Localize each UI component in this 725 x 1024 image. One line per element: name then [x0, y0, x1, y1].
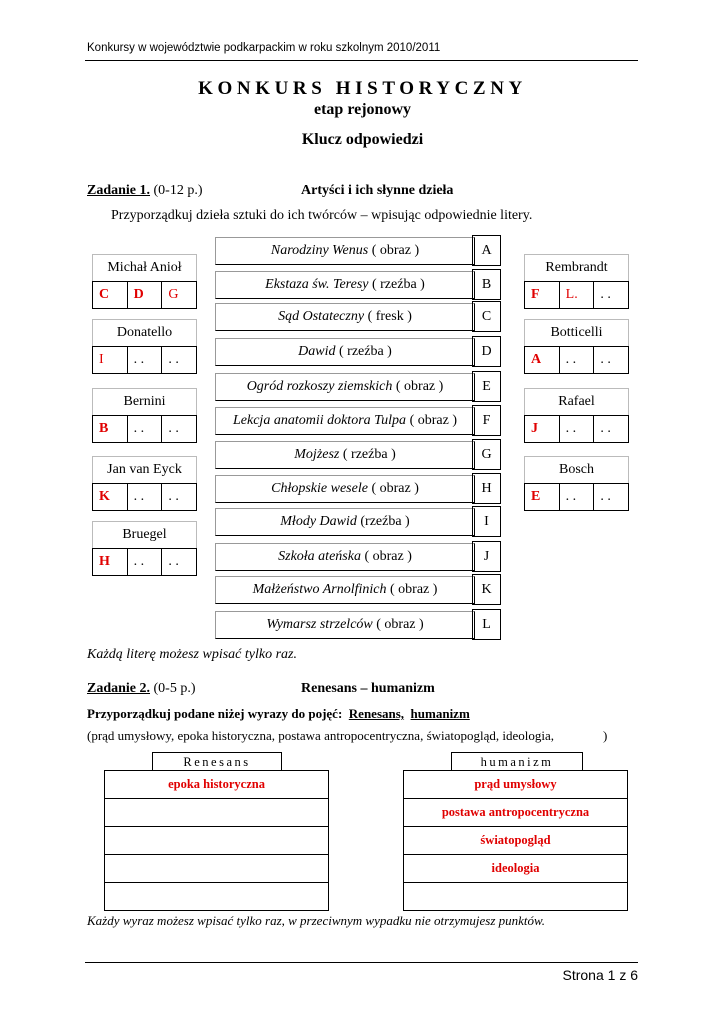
artist-box-bruegel [92, 521, 197, 576]
answer-cell[interactable]: C [93, 282, 128, 308]
artist-name: Michał Anioł [92, 254, 197, 281]
answer-cell[interactable]: E [525, 484, 560, 510]
term-humanizm: humanizm [410, 706, 470, 721]
answer-cell[interactable]: H [93, 549, 128, 575]
task1-instruction: Przyporządkuj dzieła sztuki do ich twórców – wpisując odpowiednie litery. [111, 208, 533, 223]
artwork-letter: L [472, 609, 501, 640]
task2-label: Zadanie 2. [87, 681, 151, 696]
answer-key-heading: Klucz odpowiedzi [301, 131, 424, 148]
answer-cell[interactable]: . . [128, 549, 163, 575]
artwork-letter: C [472, 301, 501, 332]
artist-name: Bruegel [92, 521, 197, 548]
task1-points: (0-12 p.) [153, 183, 203, 198]
answer-cell[interactable]: . . [128, 347, 163, 373]
artwork-row [215, 373, 500, 401]
task2-points: (0-5 p.) [153, 681, 196, 696]
task1-label: Zadanie 1. [87, 183, 151, 198]
renesans-row[interactable] [105, 827, 328, 855]
artwork-title: Lekcja anatomii doktora Tulpa ( obraz ) [215, 407, 475, 435]
artwork-letter: J [472, 541, 501, 572]
answer-cell[interactable]: . . [128, 416, 163, 442]
renesans-row[interactable] [105, 855, 328, 883]
answer-cell[interactable]: K [93, 484, 128, 510]
artwork-row [215, 407, 500, 435]
renesans-row[interactable] [105, 799, 328, 827]
artwork-letter: E [472, 371, 501, 402]
artwork-title: Sąd Ostateczny ( fresk ) [215, 303, 475, 331]
answer-cell[interactable]: . . [168, 489, 179, 504]
artwork-letter: G [472, 439, 501, 470]
answer-cell[interactable]: . . [600, 421, 611, 436]
answer-cell[interactable]: . . [560, 347, 595, 373]
artwork-title: Ekstaza św. Teresy ( rzeźba ) [215, 271, 475, 299]
artwork-letter: K [472, 574, 501, 605]
artist-name: Jan van Eyck [92, 456, 197, 483]
document-title: KONKURS HISTORYCZNY [198, 78, 527, 99]
answer-cell[interactable]: I [93, 347, 128, 373]
artist-box-rafael [524, 388, 629, 443]
answer-cell[interactable]: L. [560, 282, 595, 308]
artwork-row [215, 611, 500, 639]
task2-word-list [87, 728, 554, 744]
humanizm-row[interactable]: światopogląd [404, 827, 627, 855]
artwork-letter: I [472, 506, 501, 537]
humanizm-row[interactable]: prąd umysłowy [404, 771, 627, 799]
artwork-letter: F [472, 405, 501, 436]
artwork-row [215, 543, 500, 571]
task2-topic: Renesans – humanizm [301, 681, 435, 696]
word-list-text: (prąd umysłowy, epoka historyczna, postawa antropocentryczna, światopogląd, ideologia, [87, 728, 555, 743]
artwork-row [215, 338, 500, 366]
task2-instruction-line [87, 706, 470, 722]
task2-label-line [87, 681, 196, 697]
artwork-title: Wymarsz strzelców ( obraz ) [215, 611, 475, 639]
footer-divider [85, 962, 638, 963]
artist-name: Botticelli [524, 319, 629, 346]
artwork-row [215, 508, 500, 536]
task1-topic: Artyści i ich słynne dzieła [301, 183, 454, 198]
answer-cell[interactable]: . . [560, 484, 595, 510]
artwork-row [215, 271, 500, 299]
artwork-row [215, 576, 500, 604]
task2-note: Każdy wyraz możesz wpisać tylko raz, w przeciwnym wypadku nie otrzymujesz punktów. [87, 913, 545, 928]
artwork-letter: B [472, 269, 501, 300]
artist-box-bosch [524, 456, 629, 511]
artwork-title: Narodziny Wenus ( obraz ) [215, 237, 475, 265]
artwork-letter: H [472, 473, 501, 504]
task1-label-line [87, 183, 203, 199]
artwork-title: Chłopskie wesele ( obraz ) [215, 475, 475, 503]
answer-cell[interactable]: . . [600, 489, 611, 504]
artwork-row [215, 475, 500, 503]
answer-cell[interactable]: . . [600, 352, 611, 367]
artist-name: Bosch [524, 456, 629, 483]
artist-name: Rembrandt [524, 254, 629, 281]
word-list-close: ) [603, 728, 608, 743]
artwork-row [215, 441, 500, 469]
answer-cell[interactable]: . . [600, 287, 611, 302]
humanizm-table [403, 770, 628, 911]
document-header: Konkursy w województwie podkarpackim w roku szkolnym 2010/2011 [87, 42, 441, 54]
humanizm-header: humanizm [451, 752, 583, 771]
renesans-row[interactable]: epoka historyczna [105, 771, 328, 799]
artist-box-jan-van-eyck [92, 456, 197, 511]
artwork-row [215, 237, 500, 265]
artist-name: Donatello [92, 319, 197, 346]
task1-note: Każdą literę możesz wpisać tylko raz. [87, 647, 297, 662]
document-subtitle: etap rejonowy [313, 101, 412, 118]
answer-cell[interactable]: F [525, 282, 560, 308]
artwork-title: Młody Dawid (rzeźba ) [215, 508, 475, 536]
renesans-table [104, 770, 329, 911]
answer-cell[interactable]: G [168, 287, 179, 302]
artwork-title: Szkoła ateńska ( obraz ) [215, 543, 475, 571]
artist-name: Rafael [524, 388, 629, 415]
artist-box-botticelli [524, 319, 629, 374]
artwork-title: Małżeństwo Arnolfinich ( obraz ) [215, 576, 475, 604]
artwork-row [215, 303, 500, 331]
artwork-letter: D [472, 336, 501, 367]
artwork-letter: A [472, 235, 501, 266]
artwork-title: Dawid ( rzeźba ) [215, 338, 475, 366]
answer-cell[interactable]: . . [128, 484, 163, 510]
renesans-header: Renesans [152, 752, 282, 771]
artwork-title: Ogród rozkoszy ziemskich ( obraz ) [215, 373, 475, 401]
artist-box-donatello [92, 319, 197, 374]
artist-box-michal-aniol [92, 254, 197, 309]
answer-cell[interactable]: . . [168, 554, 179, 569]
humanizm-row[interactable] [404, 883, 627, 910]
artist-box-rembrandt [524, 254, 629, 309]
answer-cell[interactable]: . . [168, 421, 179, 436]
answer-cell[interactable]: J [525, 416, 560, 442]
renesans-row[interactable] [105, 883, 328, 910]
term-renesans: Renesans, [348, 706, 405, 721]
answer-cell[interactable]: A [525, 347, 560, 373]
artist-name: Bernini [92, 388, 197, 415]
page-number: Strona 1 z 6 [562, 967, 638, 983]
header-divider [85, 60, 638, 61]
answer-cell[interactable]: . . [560, 416, 595, 442]
answer-cell[interactable]: . . [168, 352, 179, 367]
answer-cell[interactable]: D [128, 282, 163, 308]
artist-box-bernini [92, 388, 197, 443]
answer-cell[interactable]: B [93, 416, 128, 442]
task2-instruction: Przyporządkuj podane niżej wyrazy do pojęć: [87, 706, 343, 721]
humanizm-row[interactable]: ideologia [404, 855, 627, 883]
humanizm-row[interactable]: postawa antropocentryczna [404, 799, 627, 827]
artwork-title: Mojżesz ( rzeźba ) [215, 441, 475, 469]
